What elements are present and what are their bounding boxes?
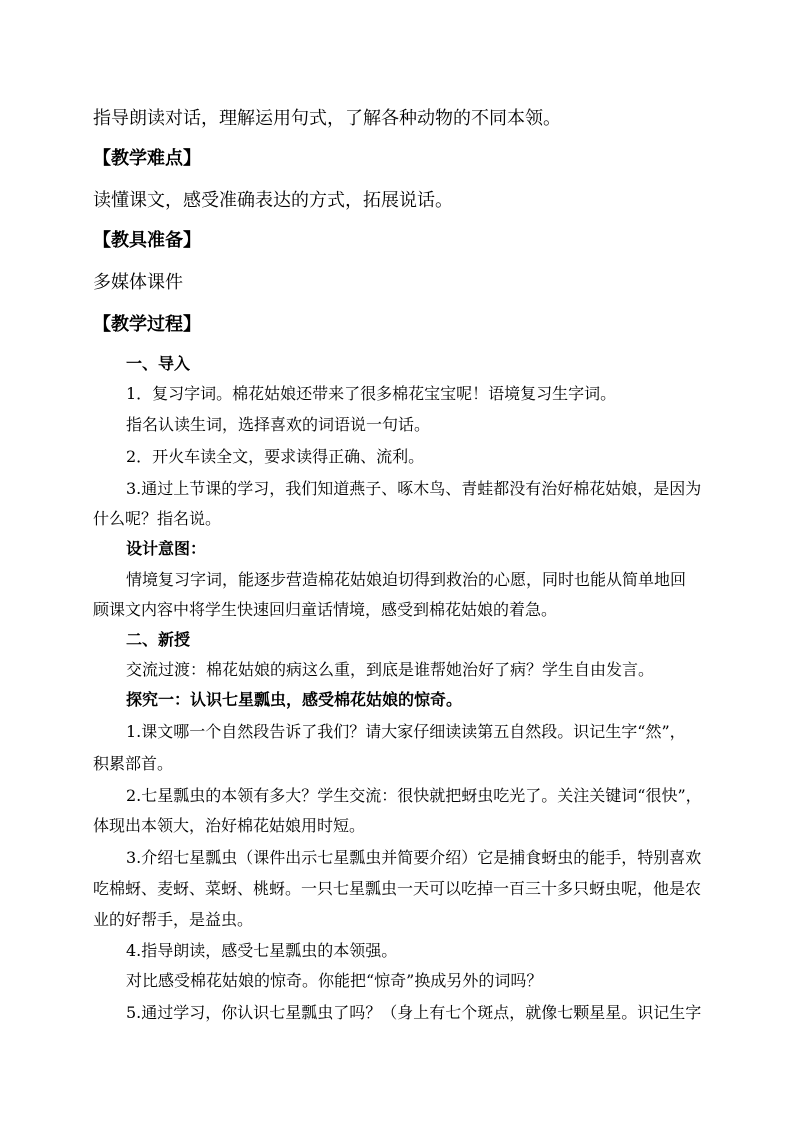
subheading-intro: 一、导入 <box>126 354 191 373</box>
paragraph-line: 情境复习字词，能逐步营造棉花姑娘迫切得到救治的心愿，同时也能从简单地回 <box>126 570 687 589</box>
paragraph-line: 业的好帮手，是益虫。 <box>93 910 254 929</box>
section-heading-difficulty: 【教学难点】 <box>93 148 201 169</box>
paragraph-line: 积累部首。 <box>93 754 174 773</box>
paragraph-line: 对比感受棉花姑娘的惊奇。你能把“惊奇”换成另外的词吗？ <box>126 971 543 990</box>
paragraph-line: 顾课文内容中将学生快速回归童话情境，感受到棉花姑娘的着急。 <box>93 600 558 619</box>
subheading-new-lesson: 二、新授 <box>126 630 191 649</box>
paragraph-line: 3.通过上节课的学习，我们知道燕子、啄木鸟、青蛙都没有治好棉花姑娘，是因为 <box>126 479 702 498</box>
paragraph-line: 交流过渡：棉花姑娘的病这么重，到底是谁帮她治好了病？学生自由发言。 <box>126 660 655 679</box>
paragraph-line: 体现出本领大，治好棉花姑娘用时短。 <box>93 816 366 835</box>
paragraph-line: 指名认读生词，选择喜欢的词语说一句话。 <box>126 415 431 434</box>
subheading-design-intent: 设计意图： <box>126 539 207 558</box>
paragraph-line: 1．复习字词。棉花姑娘还带来了很多棉花宝宝呢！语境复习生字词。 <box>126 384 617 403</box>
paragraph-line: 1.课文哪一个自然段告诉了我们？请大家仔细读读第五自然段。识记生字“然”， <box>126 722 686 741</box>
difficulty-text: 读懂课文，感受准确表达的方式，拓展说话。 <box>93 190 453 211</box>
paragraph-line: 吃棉蚜、麦蚜、菜蚜、桃蚜。一只七星瓢虫一天可以吃掉一百三十多只蚜虫呢，他是农 <box>93 879 702 898</box>
paragraph-line: 5.通过学习，你认识七星瓢虫了吗？（身上有七个斑点，就像七颗星星。识记生字 <box>126 1003 702 1022</box>
paragraph-line: 4.指导朗读，感受七星瓢虫的本领强。 <box>126 941 398 960</box>
section-heading-process: 【教学过程】 <box>93 314 201 335</box>
paragraph-line: 3.介绍七星瓢虫（课件出示七星瓢虫并简要介绍）它是捕食蚜虫的能手，特别喜欢 <box>126 848 702 867</box>
paragraph-line: 2.七星瓢虫的本领有多大？学生交流：很快就把蚜虫吃光了。关注关键词“很快”， <box>126 786 702 805</box>
section-heading-materials: 【教具准备】 <box>93 230 201 251</box>
materials-text: 多媒体课件 <box>93 272 183 293</box>
intro-text: 指导朗读对话，理解运用句式，了解各种动物的不同本领。 <box>93 108 561 129</box>
paragraph-line: 2．开火车读全文，要求读得正确、流利。 <box>126 447 425 466</box>
paragraph-line: 什么呢？指名说。 <box>93 509 222 528</box>
subheading-explore-one: 探究一：认识七星瓢虫，感受棉花姑娘的惊奇。 <box>126 690 463 709</box>
